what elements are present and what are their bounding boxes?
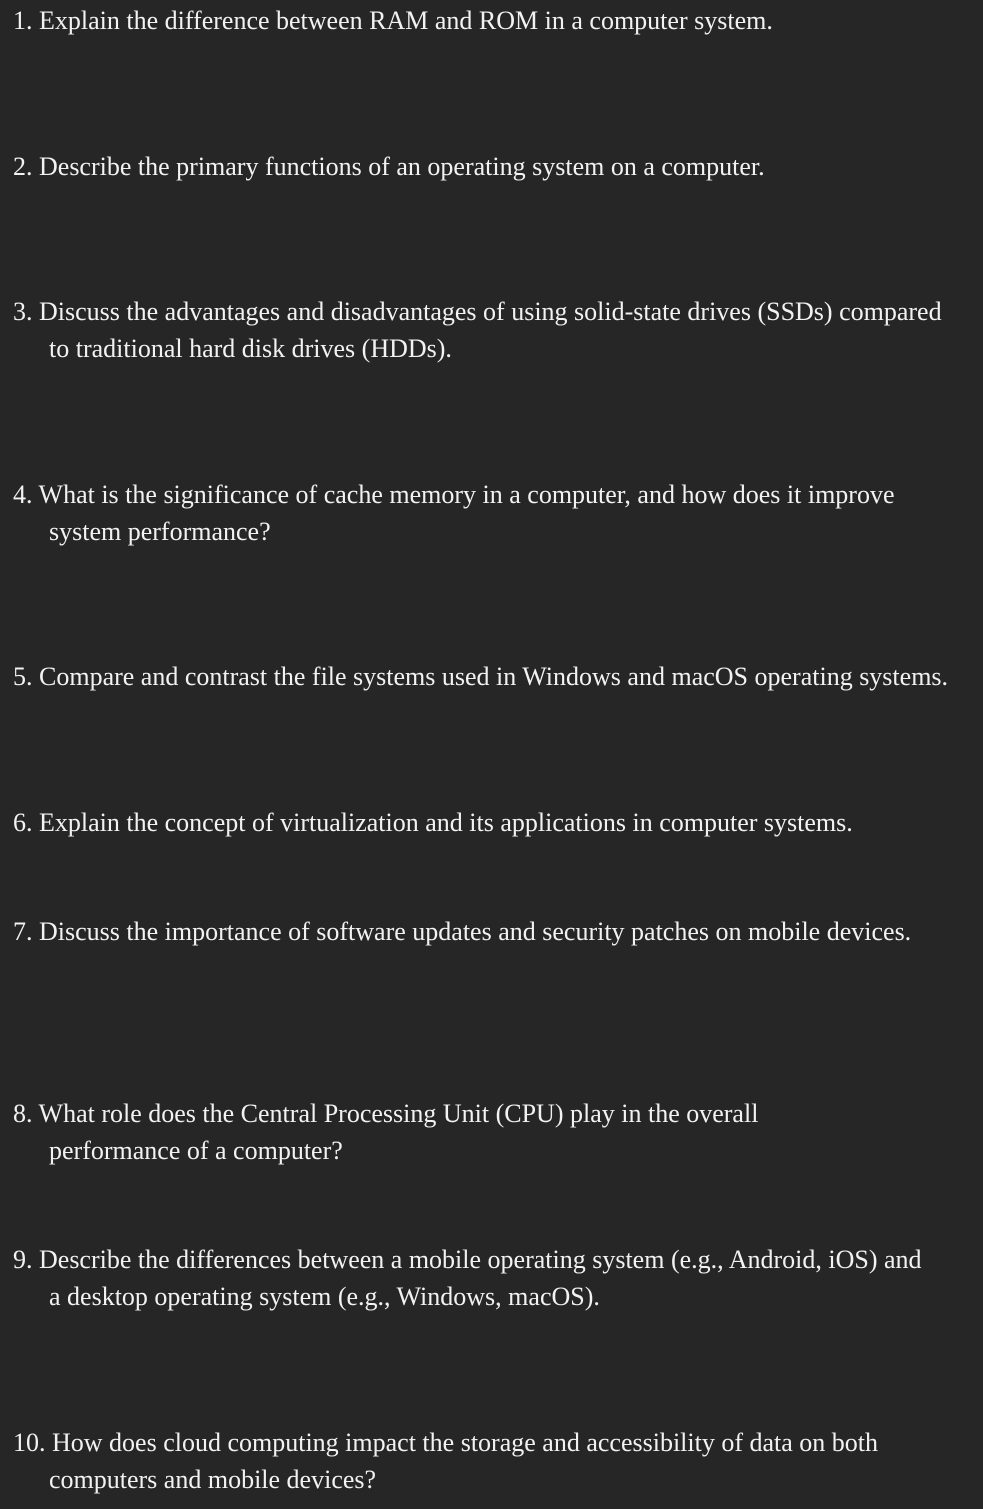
question-3: 3. Discuss the advantages and disadvantages of using solid-state drives (SSDs) compared to traditional hard disk drives (HDDs).: [13, 297, 942, 363]
question-5: 5. Compare and contrast the file systems used in Windows and macOS operating systems.: [13, 662, 949, 691]
question-8: 8. What role does the Central Processing Unit (CPU) play in the overall performance of a computer?: [13, 1099, 759, 1165]
question-7: 7. Discuss the importance of software updates and security patches on mobile devices.: [13, 917, 912, 946]
question-10: 10. How does cloud computing impact the storage and accessibility of data on both computers and mobile devices?: [13, 1428, 879, 1494]
question-2: 2. Describe the primary functions of an operating system on a computer.: [13, 152, 765, 181]
question-6: 6. Explain the concept of virtualization and its applications in computer systems.: [13, 808, 853, 837]
question-9: 9. Describe the differences between a mobile operating system (e.g., Android, iOS) and a desktop operating system (e.g., Windows, macOS).: [13, 1245, 922, 1311]
question-4: 4. What is the significance of cache memory in a computer, and how does it improve system performance?: [13, 480, 895, 546]
question-1: 1. Explain the difference between RAM and ROM in a computer system.: [13, 6, 773, 35]
